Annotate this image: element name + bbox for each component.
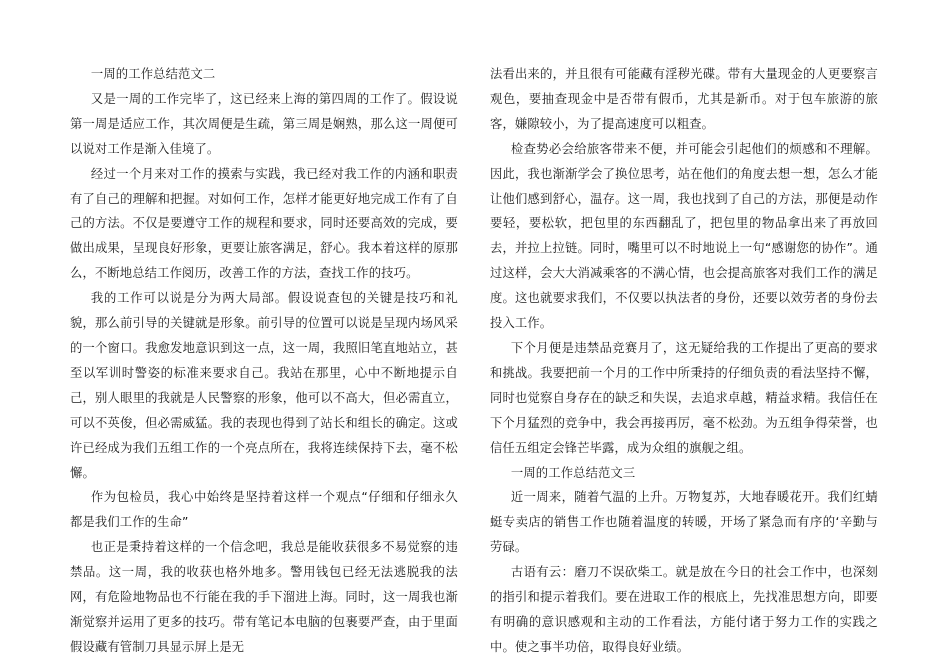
section-title: 一周的工作总结范文三	[510, 465, 636, 480]
left-column	[70, 62, 458, 660]
paragraph: 我的工作可以说是分为两大局部。假设说查包的关键是技巧和礼貌，那么前引导的关键就是形象。前引导的位置可以说是呈现内场风采的一个窗口。我愈发地意识到这一点，这一周，我照旧笔直地站立，甚至以军训时警姿的标准来要求自己。我站在那里，心中不断地提示自己，别人眼里的我就是人民警察的形象，他可以不高大，但必需直立，可以不英俊，但必需威猛。我的表现也得到了站长和组长的确定。这或许已经成为我们五组工作的一个亮点所在，我将连续保持下去，毫不松懈。	[70, 291, 458, 480]
paragraph: 近一周来，随着气温的上升。万物复苏，大地春暖花开。我们红蜻蜓专卖店的销售工作也随着温度的转暖，开场了紧急而有序的‘辛勤与劳碌。	[490, 490, 878, 555]
paragraph-continued: 法看出来的，并且很有可能藏有淫秽光碟。带有大量现金的人更要察言观色，要抽查现金中是否带有假币，尤其是新币。对于包车旅游的旅客，嫌隙较小，为了提高速度可以粗查。	[490, 67, 878, 131]
paragraph: 又是一周的工作完毕了，这已经来上海的第四周的工作了。假设说第一周是适应工作，其次周便是生疏，第三周是娴熟，那么这一周便可以说对工作是渐入佳境了。	[70, 91, 458, 156]
paragraph: 检查势必会给旅客带来不便，并可能会引起他们的烦感和不理解。因此，我也渐渐学会了换位思考，站在他们的角度去想一想，怎么才能让他们感到舒心，温存。这一周，我也找到了自己的方法，那便是动作要轻，要松软，把包里的东西翻乱了，把包里的物品拿出来了再放回去，并拉上拉链。同时，嘴里可以不时地说上一句“感谢您的协作”。通过这样，会大大消减乘客的不满心情，也会提高旅客对我们工作的满足度。这也就要求我们，不仅要以执法者的身份，还要以效劳者的身份去投入工作。	[490, 141, 878, 331]
paragraph: 也正是秉持着这样的一个信念吧，我总是能收获很多不易觉察的违禁品。这一周，我的收获也格外地多。警用钱包已经无法逃脱我的法网，有危险地物品也不行能在我的手下溜进上海。同时，这一周我也渐渐觉察并运用了更多的技巧。带有笔记本电脑的包裹要严查，由于里面假设藏有管制刀具显示屏上是无	[70, 540, 458, 654]
right-column	[490, 62, 878, 660]
paragraph: 作为包检员，我心中始终是坚持着这样一个观点“仔细和仔细永久都是我们工作的生命”	[70, 490, 458, 530]
paragraph: 古语有云：磨刀不误砍柴工。就是放在今日的社会工作中，也深刻的指引和提示着我们。要在进取工作的根底上，先找准思想方向，即要有明确的意识感观和主动的工作看法，方能付诸于努力工作的实践之中。使之事半功倍，取得良好业绩。	[490, 565, 878, 654]
paragraph: 经过一个月来对工作的摸索与实践，我已经对我工作的内涵和职责有了自己的理解和把握。对如何工作，怎样才能更好地完成工作有了自己的方法。不仅是要遵守工作的规程和要求，同时还要高效的完成，要做出成果，呈现良好形象，更要让旅客满足，舒心。我本着这样的原那么，不断地总结工作阅历，改善工作的方法，查找工作的技巧。	[70, 166, 458, 281]
section-title: 一周的工作总结范文二	[90, 67, 216, 81]
paragraph: 下个月便是违禁品竞赛月了，这无疑给我的工作提出了更高的要求和挑战。我要把前一个月的工作中所秉持的仔细负责的看法坚持不懈，同时也觉察自身存在的缺乏和失误，去追求卓越，精益求精。我信任在下个月猛烈的竞争中，我会再接再厉，毫不松劲。为五组争得荣誉，也信任五组定会锋芒毕露，成为众组的旗舰之组。	[490, 340, 878, 455]
